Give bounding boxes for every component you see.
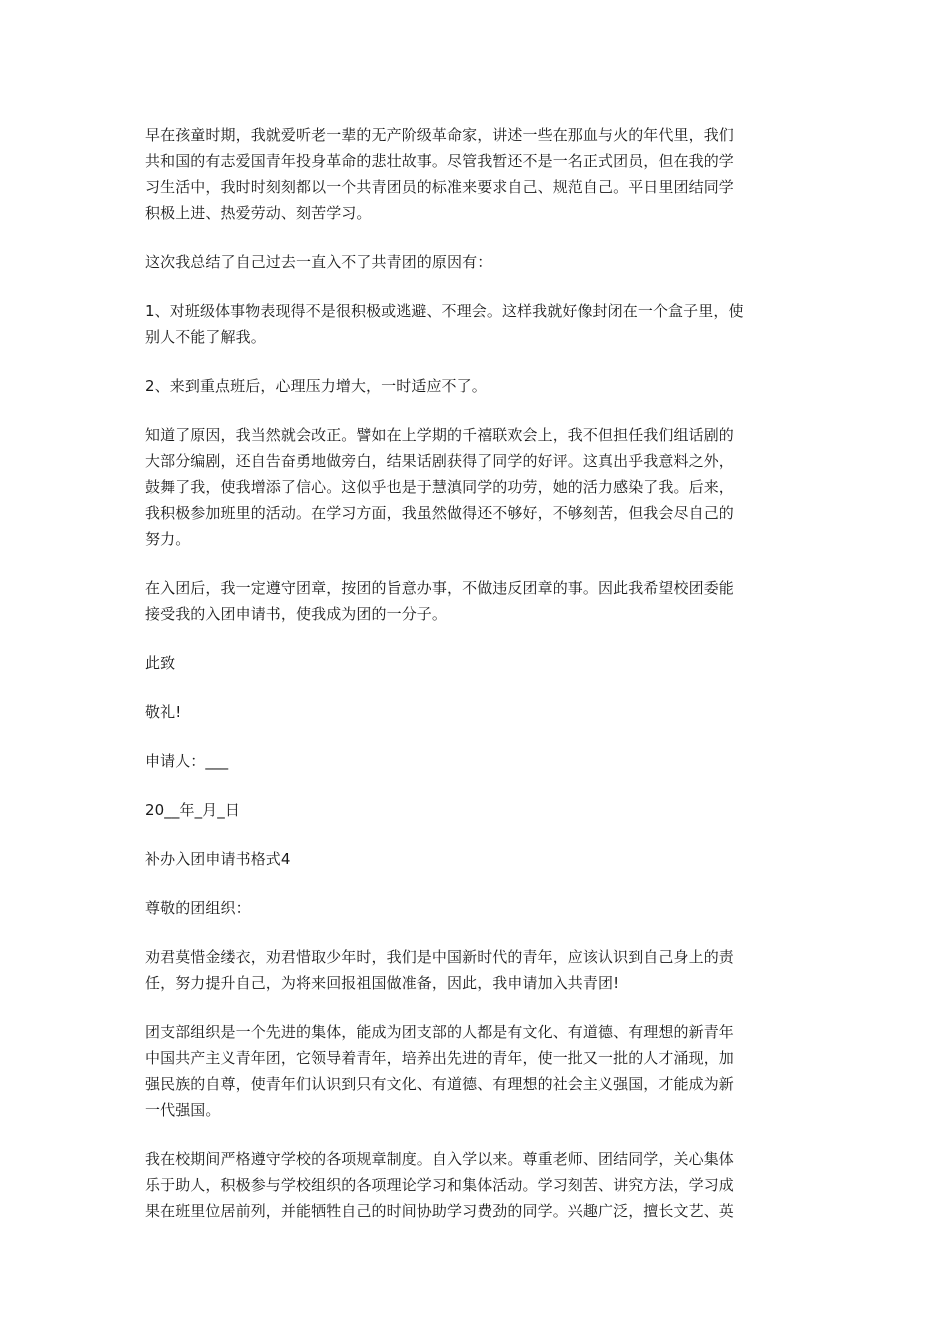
text-line: 大部分编剧，还自告奋勇地做旁白，结果话剧获得了同学的好评。这真出乎我意料之外， [145, 452, 734, 470]
text-line: 一代强国。 [145, 1101, 221, 1119]
paragraph-reason-2 [145, 373, 817, 399]
text-line: 强民族的自尊，使青年们认识到只有文化、有道德、有理想的社会主义强国，才能成为新 [145, 1075, 734, 1093]
paragraph-league-intro [145, 1019, 817, 1123]
text-line: 乐于助人，积极参与学校组织的各项理论学习和集体活动。学习刻苦、讲究方法，学习成 [145, 1176, 734, 1194]
text-line: 尊敬的团组织： [145, 899, 251, 917]
text-line: 1、对班级体事物表现得不是很积极或逃避、不理会。这样我就好像封闭在一个盒子里，使 [145, 302, 744, 320]
text-line: 这次我总结了自己过去一直入不了共青团的原因有： [145, 253, 493, 271]
text-line: 接受我的入团申请书，使我成为团的一分子。 [145, 605, 448, 623]
text-line: 敬礼! [145, 703, 182, 721]
text-line: 团支部组织是一个先进的集体，能成为团支部的人都是有文化、有道德、有理想的新青年 [145, 1023, 734, 1041]
paragraph-childhood [145, 122, 817, 226]
paragraph-improvement [145, 422, 817, 552]
paragraph-date [145, 797, 817, 823]
text-line: 此致 [145, 654, 176, 672]
text-line: 早在孩童时期，我就爱听老一辈的无产阶级革命家，讲述一些在那血与火的年代里，我们 [145, 126, 734, 144]
text-line: 20__年_月_日 [145, 801, 240, 819]
text-line: 知道了原因，我当然就会改正。譬如在上学期的千禧联欢会上，我不但担任我们组话剧的 [145, 426, 734, 444]
text-line: 我在校期间严格遵守学校的各项规章制度。自入学以来。尊重老师、团结同学，关心集体 [145, 1150, 734, 1168]
text-line: 努力。 [145, 530, 191, 548]
paragraph-applicant [145, 748, 817, 774]
text-line: 中国共产主义青年团，它领导着青年，培养出先进的青年，使一批又一批的人才涌现，加 [145, 1049, 734, 1067]
text-line: 申请人：___ [145, 752, 229, 770]
text-line: 劝君莫惜金缕衣，劝君惜取少年时，我们是中国新时代的青年，应该认识到自己身上的责 [145, 948, 734, 966]
paragraph-section-title [145, 846, 817, 872]
text-line: 2、来到重点班后，心理压力增大，一时适应不了。 [145, 377, 487, 395]
text-line: 在入团后，我一定遵守团章，按团的旨意办事，不做违反团章的事。因此我希望校团委能 [145, 579, 734, 597]
paragraph-reason-1 [145, 298, 817, 350]
text-line: 果在班里位居前列，并能牺牲自己的时间协助学习费劲的同学。兴趣广泛，擅长文艺、英 [145, 1202, 734, 1220]
text-line: 积极上进、热爱劳动、刻苦学习。 [145, 204, 372, 222]
paragraph-youth [145, 944, 817, 996]
text-line: 我积极参加班里的活动。在学习方面，我虽然做得还不够好，不够刻苦，但我会尽自己的 [145, 504, 734, 522]
paragraph-closing-1 [145, 650, 817, 676]
paragraph-salutation [145, 895, 817, 921]
text-line: 鼓舞了我，使我增添了信心。这似乎也是于慧滇同学的功劳，她的活力感染了我。后来， [145, 478, 734, 496]
text-line: 习生活中，我时时刻刻都以一个共青团员的标准来要求自己、规范自己。平日里团结同学 [145, 178, 734, 196]
text-line: 共和国的有志爱国青年投身革命的悲壮故事。尽管我暂还不是一名正式团员，但在我的学 [145, 152, 734, 170]
paragraph-school-record [145, 1146, 817, 1224]
text-line: 别人不能了解我。 [145, 328, 266, 346]
paragraph-closing-2 [145, 699, 817, 725]
paragraph-summary [145, 249, 817, 275]
paragraph-pledge [145, 575, 817, 627]
text-line: 补办入团申请书格式4 [145, 850, 291, 868]
document-body [145, 122, 817, 1247]
text-line: 任，努力提升自己，为将来回报祖国做准备，因此，我申请加入共青团! [145, 974, 620, 992]
